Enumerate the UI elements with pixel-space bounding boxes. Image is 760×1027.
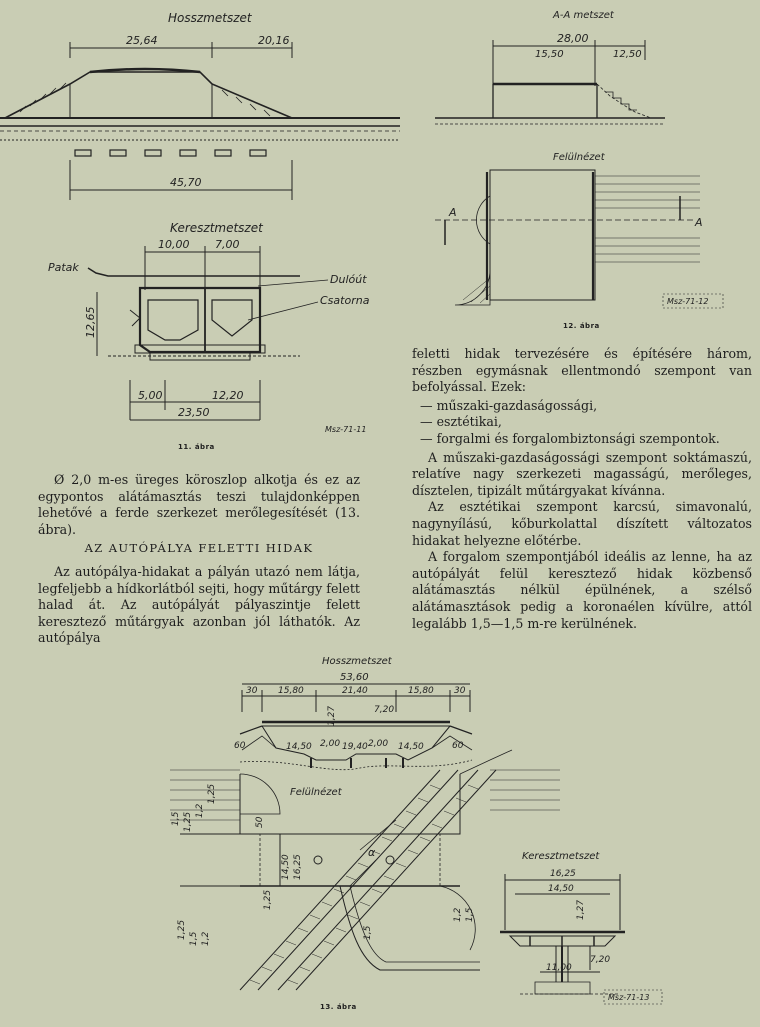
fig13-pd-1: 1,2 (195, 803, 205, 818)
fig12-dim-3: 12,50 (613, 49, 642, 60)
fig11-bot-dim-3: 23,50 (178, 406, 210, 419)
fig13-caption: 13. ábra (320, 1003, 357, 1011)
fig12-dim-2: 15,50 (535, 49, 564, 60)
fig11-label-patak: Patak (48, 261, 79, 274)
fig12-marker-left: A (449, 206, 457, 219)
fig13-pd-13: 1,5 (465, 907, 475, 922)
fig13-pd-0: 1,25 (207, 783, 217, 804)
criteria-list (420, 398, 752, 448)
fig11-label-dulout: Dulóút (330, 273, 367, 286)
right-para-4: A forgalom szempontjából ideális az lenne, ha az autópályát felül keresztező hidak közbenső alátámasztás nélkül épülnének, a szélső alátámasztások pedig a koronaélen kívülre, attól legalább 1,5—1,5 m-re kerülnének. (412, 549, 752, 631)
fig12-caption: 12. ábra (563, 322, 600, 330)
fig13-code: Msz-71-13 (608, 993, 650, 1002)
fig13-mid-1: 14,50 (286, 742, 312, 752)
list-item: — esztétikai, (420, 414, 752, 431)
fig13-mid-0: 60 (234, 741, 246, 751)
fig13-dim-total: 53,60 (340, 672, 369, 683)
fig11-height: 12,65 (84, 306, 97, 338)
fig13-pd-4: 50 (255, 816, 265, 828)
fig12-plan-title: Felülnézet (553, 152, 605, 163)
right-para-2: A műszaki-gazdaságossági szempont soktámaszú, relatíve nagy szerkezeti magasságú, merőleges, dísztelen, tipizált műtárgyakat kívánna. (412, 449, 752, 498)
fig13-dim-e: 30 (454, 686, 466, 696)
fig13-pd-7: 1,25 (177, 919, 187, 940)
fig13-cross-title: Keresztmetszet (522, 851, 600, 862)
figure-12-drawing (425, 0, 755, 330)
fig11-bot-dim-1: 5,00 (138, 389, 163, 402)
right-column (412, 346, 752, 632)
fig13-dim-b: 15,80 (278, 686, 304, 696)
fig11-cross-title: Keresztmetszet (170, 221, 263, 235)
fig12-dim-1: 28,00 (557, 32, 589, 45)
figure-13-drawing (0, 650, 760, 1020)
fig11-label-csatorna: Csatorna (320, 294, 370, 307)
section-heading: AZ AUTÓPÁLYA FELETTI HIDAK (84, 541, 314, 555)
fig13-pd-11: 1,5 (363, 925, 373, 940)
left-para-1-text: Ø 2,0 m-es üreges köroszlop alkotja és ez az egypontos alátámasztás teszi tulajdonképpen lehetővé a ferde szerkezet merőlegesítését (13. ábra). (38, 472, 360, 537)
right-para-1: feletti hidak tervezésére és építésére három, részben egymásnak ellentmondó szempont van befolyással. Ezek: (412, 346, 752, 395)
fig13-dim-127: 1,27 (327, 705, 337, 726)
fig13-pd-10: 1,25 (263, 889, 273, 910)
fig13-dim-c: 21,40 (342, 686, 368, 696)
figure-11-drawing (0, 0, 400, 440)
right-para-3: Az esztétikai szempont karcsú, simavonalú, nagynyílású, kőburkolattal díszített változatos hidakat helyezne előtérbe. (412, 499, 752, 548)
fig13-alpha: α (368, 846, 376, 859)
fig13-mid-2: 2,00 (320, 739, 341, 749)
left-para-1 (38, 472, 360, 538)
fig13-pd-5: 14,50 (281, 854, 291, 880)
fig11-dim-1: 25,64 (126, 34, 158, 47)
fig13-cross-dim-3: 7,20 (590, 955, 611, 965)
fig13-pd-2: 1,25 (183, 811, 193, 832)
fig13-pd-3: 1,5 (171, 811, 181, 826)
fig11-cross-dim-1: 10,00 (158, 238, 190, 251)
fig13-mid-3: 19,40 (342, 742, 368, 752)
fig11-bot-dim-2: 12,20 (212, 389, 244, 402)
fig13-dim-a: 30 (246, 686, 258, 696)
fig11-dim-3: 45,70 (170, 176, 202, 189)
fig13-pd-9: 1,2 (201, 931, 211, 946)
left-para-2 (38, 564, 360, 647)
fig12-section-title: A-A metszet (553, 10, 614, 21)
fig13-cross-dim-2: 1,27 (576, 899, 586, 920)
left-para-2-text: Az autópálya-hidakat a pályán utazó nem látja, legfeljebb a hídkorlátból sejti, hogy műtárgy felett halad át. Az autópályát pályaszintje felett keresztező műtárgyak azonban jól láthatók. Az autópálya (38, 564, 360, 646)
fig11-dim-2: 20,16 (258, 34, 290, 47)
fig13-pd-12: 1,2 (453, 907, 463, 922)
fig13-mid-4: 2,00 (368, 739, 389, 749)
fig13-cross-dim-4: 11,00 (546, 963, 572, 973)
fig13-cross-dim-1: 14,50 (548, 884, 574, 894)
fig13-plan-title: Felülnézet (290, 787, 342, 798)
fig13-mid-5: 14,50 (398, 742, 424, 752)
fig13-pd-8: 1,5 (189, 931, 199, 946)
fig13-pd-6: 16,25 (293, 854, 303, 880)
list-item: — műszaki-gazdaságossági, (420, 398, 752, 415)
fig11-code: Msz-71-11 (325, 425, 367, 434)
fig13-long-title: Hosszmetszet (322, 656, 392, 667)
fig13-clearance: 7,20 (374, 705, 395, 715)
list-item: — forgalmi és forgalombiztonsági szempontok. (420, 431, 752, 448)
fig11-caption: 11. ábra (178, 443, 215, 451)
fig11-cross-dim-2: 7,00 (215, 238, 240, 251)
fig13-dim-d: 15,80 (408, 686, 434, 696)
fig13-cross-dim-0: 16,25 (550, 869, 576, 879)
fig12-marker-right: A (695, 216, 703, 229)
fig12-code: Msz-71-12 (667, 297, 709, 306)
fig11-long-title: Hosszmetszet (168, 11, 252, 25)
fig13-mid-6: 60 (452, 741, 464, 751)
